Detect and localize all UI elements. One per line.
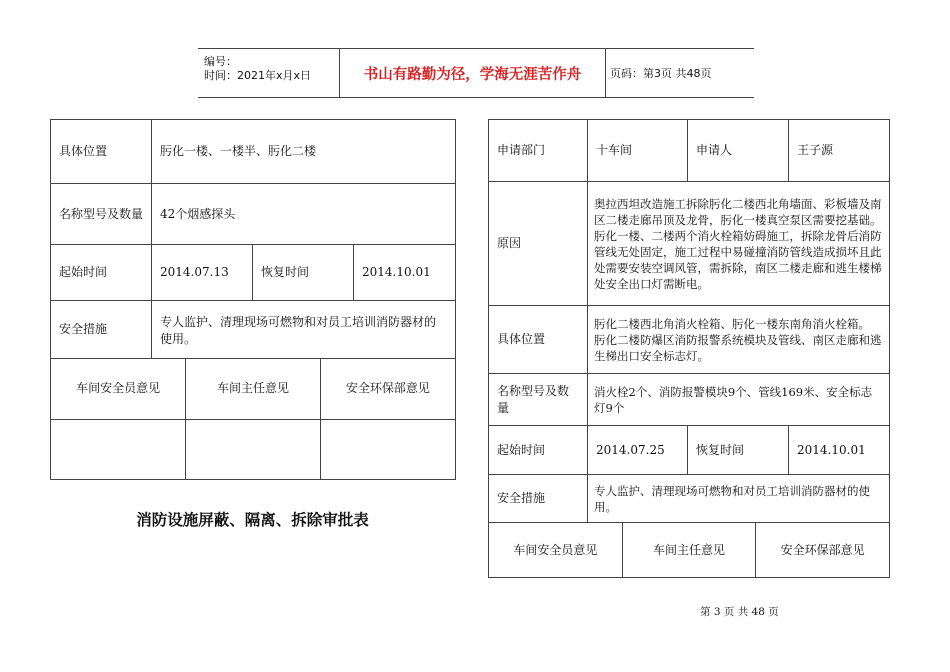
safety-officer-opinion-label: 车间安全员意见 [51,359,186,419]
ehs-dept-opinion-label: 安全环保部意见 [345,381,430,396]
safety-officer-opinion-field[interactable] [51,419,186,479]
workshop-director-opinion-field[interactable] [186,419,321,479]
right-restore-time-value: 2014.10.01 [789,426,890,475]
header-motto: 书山有路勤为径，学海无涯苦作舟 [339,49,606,97]
left-opinion-grid [51,359,455,479]
page-footer: 第 3 页 共 48 页 [700,606,779,618]
model-label: 名称型号及数量 [51,184,152,245]
left-approval-table [50,119,456,480]
right-model-label: 名称型号及数量 [489,374,588,426]
right-safety-value: 专人监护、清理现场可燃物和对员工培训消防器材的使用。 [588,475,890,523]
header-meta [198,49,339,97]
workshop-director-opinion-label: 车间主任意见 [186,359,321,419]
right-start-time-value: 2014.07.25 [588,426,688,475]
right-start-time-label: 起始时间 [489,426,588,475]
location-line-alarm: 肟化二楼防爆区消防报警系统模块及管线、南区走廊和逃生梯出口安全标志灯。 [594,332,882,363]
location-label: 具体位置 [51,120,152,184]
safety-label: 安全措施 [51,301,152,359]
document-number: 编号： [204,55,237,68]
right-location-label: 具体位置 [489,306,588,374]
applicant-label: 申请人 [688,120,789,182]
applicant-value: 王子源 [789,120,890,182]
start-time-value: 2014.07.13 [152,245,253,301]
department-label: 申请部门 [489,120,588,182]
right-model-value: 消火栓2个、消防报警模块9个、管线169米、安全标志灯9个 [588,374,890,426]
header-page-info: 页码：第3页 共48页 [610,67,712,80]
restore-time-value: 2014.10.01 [354,245,456,301]
reason-label: 原因 [489,182,588,306]
right-approval-table [488,119,890,578]
restore-time-label: 恢复时间 [253,245,354,301]
start-time-label: 起始时间 [51,245,152,301]
page-header [198,48,754,98]
reason-value: 奥拉西坦改造施工拆除肟化二楼西北角墙面、彩板墙及南区二楼走廊吊顶及龙骨，肟化一楼真空泵区需要挖基础。肟化一楼、二楼两个消火栓箱妨碍施工，拆除龙骨后消防管线无处固定，施工过程中易碰撞消防管线造成损坏且此处需要安装空调风管，需拆除，南区二楼走廊和逃生楼梯处安全出口灯需断电。 [588,182,890,306]
right-restore-time-label: 恢复时间 [688,426,789,475]
location-value: 肟化一楼、一楼半、肟化二楼 [152,120,456,184]
right-ehs-dept-opinion-label: 安全环保部意见 [780,542,865,557]
model-value: 42个烟感探头 [152,184,456,245]
right-safety-officer-opinion-label: 车间安全员意见 [489,523,622,577]
department-value: 十车间 [588,120,688,182]
right-workshop-director-opinion-label: 车间主任意见 [622,523,755,577]
location-line-hydrant: 肟化二楼西北角消火栓箱、肟化一楼东南角消火栓箱。 [594,316,870,331]
safety-value: 专人监护、清理现场可燃物和对员工培训消防器材的使用。 [152,301,456,359]
right-location-value [588,306,890,374]
document-time: 时间：2021年x月x日 [204,69,312,82]
right-opinion-grid [489,523,889,577]
ehs-dept-opinion-field[interactable] [320,419,455,479]
right-safety-label: 安全措施 [489,475,588,523]
page-title: 消防设施屏蔽、隔离、拆除审批表 [136,511,369,529]
